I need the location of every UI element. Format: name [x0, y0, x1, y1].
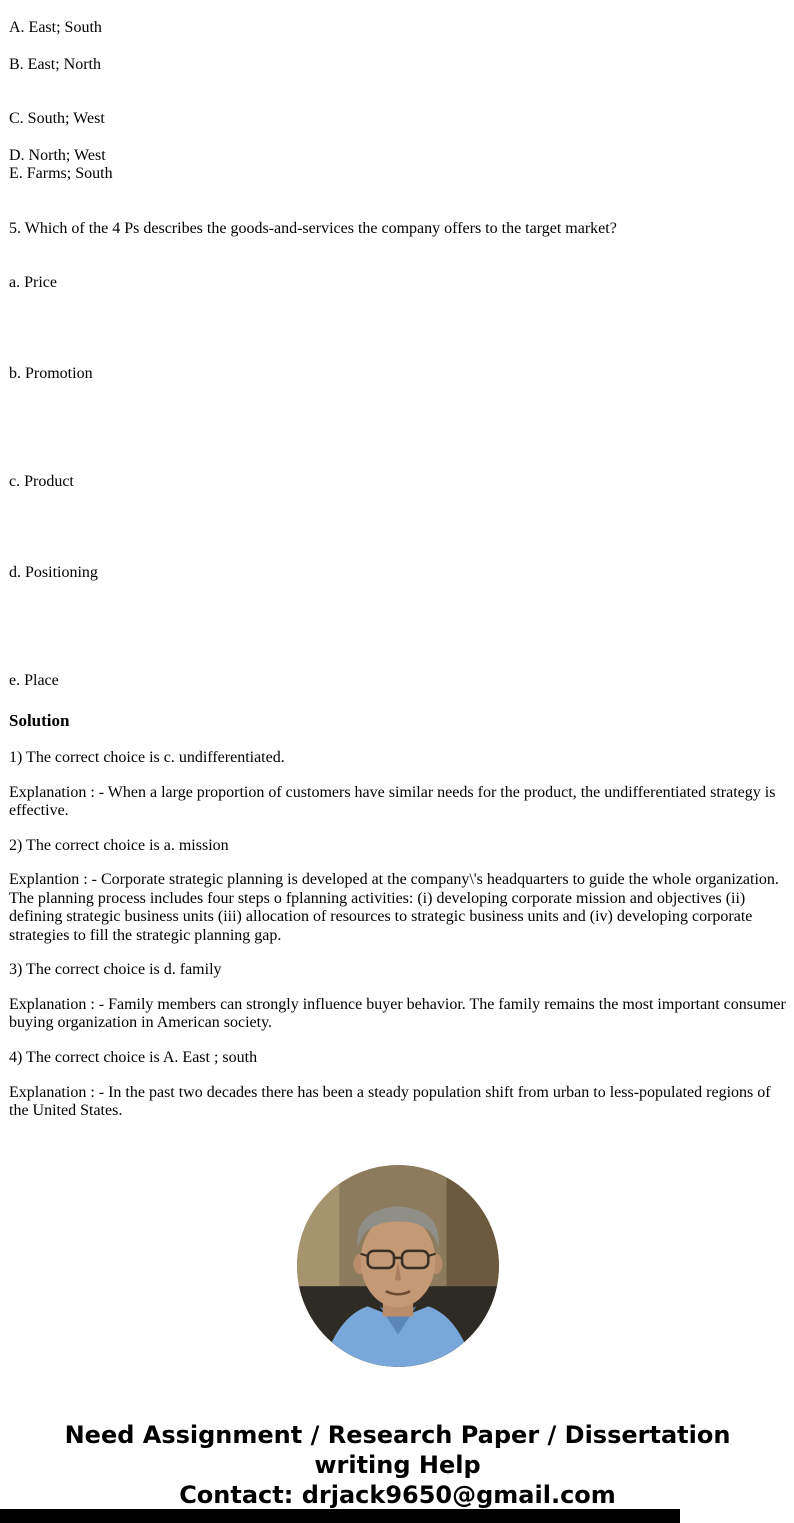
q5-option-c: c. Product [9, 473, 74, 491]
q5-option-a: a. Price [9, 274, 57, 292]
footer-promo-line1: Need Assignment / Research Paper / Dissertation [64, 1420, 731, 1449]
solution-answer-2: 2) The correct choice is a. mission [9, 836, 229, 854]
solution-explanation-4: Explanation : - In the past two decades there has been a steady population shift from urban to less-populated regions of the United States. [9, 1083, 771, 1120]
solution-answer-3: 3) The correct choice is d. family [9, 961, 222, 979]
tutor-photo-graphic [297, 1165, 499, 1367]
q5-option-b: b. Promotion [9, 364, 93, 382]
tutor-photo [297, 1165, 499, 1367]
q4-option-b: B. East; North [9, 55, 101, 73]
bottom-black-bar [0, 1509, 680, 1523]
solution-explanation-1: Explanation : - When a large proportion of customers have similar needs for the product, the undifferentiated strategy is effective. [9, 783, 776, 820]
solution-heading: Solution [9, 711, 70, 731]
q5-text: 5. Which of the 4 Ps describes the goods-and-services the company offers to the target market? [9, 219, 617, 237]
q5-option-e: e. Place [9, 672, 59, 690]
document-content [0, 19, 794, 1510]
q4-option-d: D. North; West [9, 146, 106, 164]
solution-explanation-3: Explanation : - Family members can strongly influence buyer behavior. The family remains the most important consumer buying organization in American society. [9, 995, 786, 1032]
footer-promo [18, 1420, 778, 1510]
solution-answer-1: 1) The correct choice is c. undifferentiated. [9, 749, 285, 767]
q4-option-c: C. South; West [9, 110, 105, 128]
solution-answer-4: 4) The correct choice is A. East ; south [9, 1049, 258, 1067]
q5-option-d: d. Positioning [9, 563, 98, 581]
footer-promo-line2: writing Help [314, 1450, 481, 1479]
q4-option-e: E. Farms; South [9, 165, 113, 183]
q4-option-a: A. East; South [9, 19, 102, 36]
contact-email: Contact: drjack9650@gmail.com [179, 1480, 616, 1509]
solution-explanation-2: Explantion : - Corporate strategic planning is developed at the company\'s headquarters to guide the whole organization. The planning process includes four steps o fplanning activities: (i) developing corporate mission and objectives (ii) defining strategic business units (iii) allocation of resources to strategic business units and (iv) developing corporate strategies to fill the strategic planning gap. [9, 871, 779, 944]
